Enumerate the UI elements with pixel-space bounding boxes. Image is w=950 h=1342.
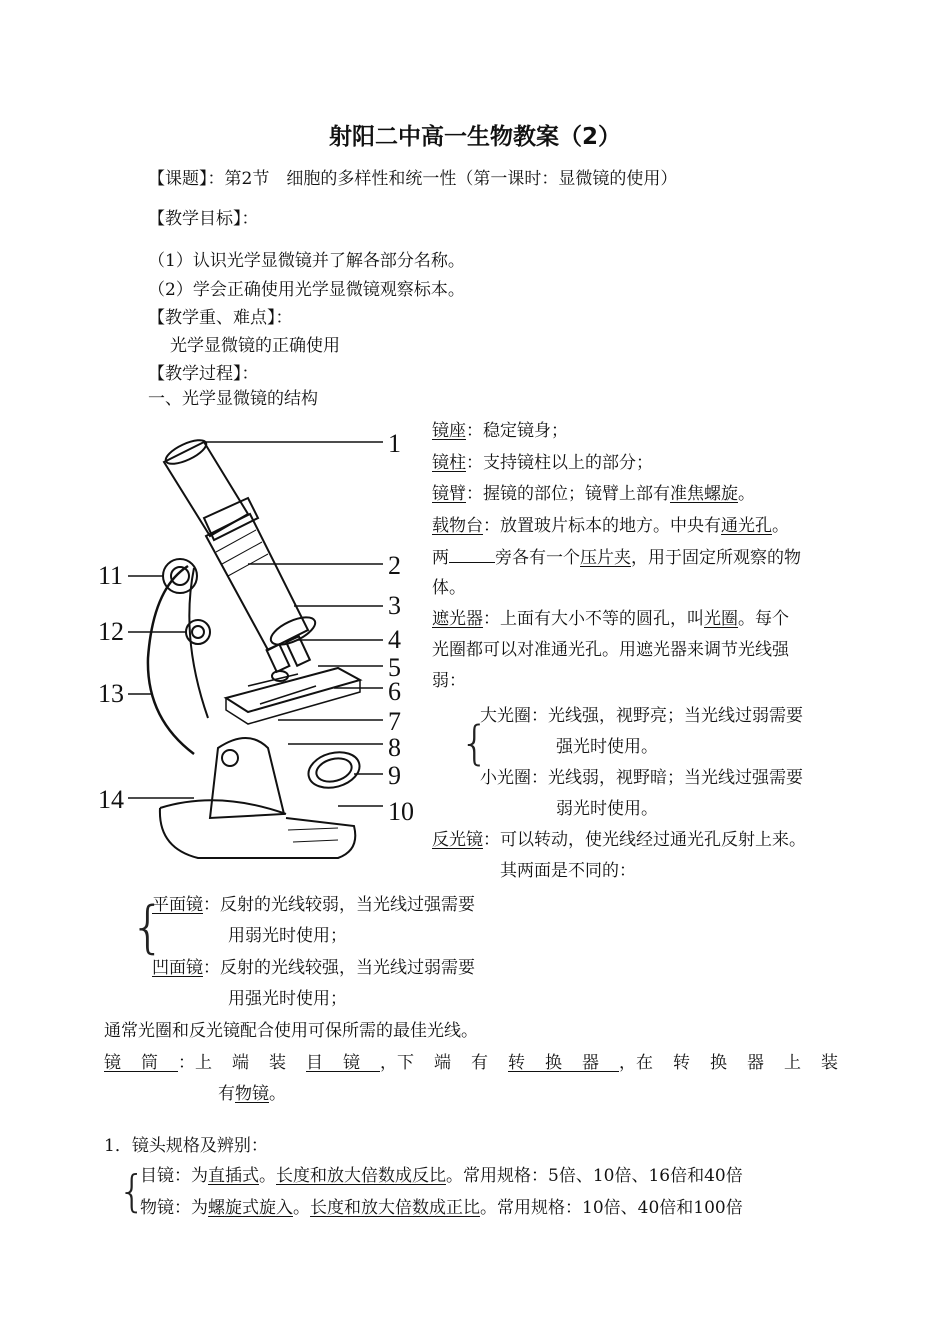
punct: 。	[269, 1084, 286, 1104]
term: 长度和放大倍数成正比	[310, 1198, 480, 1218]
goals-label: 【教学目标】：	[148, 209, 259, 229]
goal-item: （2）学会正确使用光学显微镜观察标本。	[148, 280, 465, 300]
lens-heading: 1．镜头规格及辨别：	[104, 1136, 268, 1156]
figure-label-8: 8	[388, 733, 401, 762]
text: 光线弱，视野暗；当光线过强需要	[548, 768, 803, 788]
term: 镜座	[432, 421, 466, 441]
part-stage-line3: 体。	[432, 578, 466, 598]
section-heading: 一、光学显微镜的结构	[148, 389, 318, 409]
definition: ：可以转动，使光线经过通光孔反射上来。	[483, 830, 806, 850]
definition: ：握镜的部位；镜臂上部有	[466, 484, 670, 504]
part-tube-line2	[218, 1083, 286, 1105]
text: 上端装	[195, 1053, 306, 1073]
small-aperture-line2: 弱光时使用。	[556, 799, 658, 819]
figure-label-4: 4	[388, 625, 401, 654]
text: ：反射的光线较弱，当光线过强需要	[203, 895, 475, 915]
part-diaphragm-line2: 光圈都可以对准通光孔。用遮光器来调节光线强	[432, 640, 789, 660]
concave-mirror	[152, 957, 475, 979]
flat-mirror	[152, 894, 475, 916]
term: 目镜	[306, 1053, 380, 1073]
figure-label-13: 13	[98, 679, 124, 708]
text: 下端有	[397, 1053, 508, 1073]
label: 小光圈：	[480, 768, 548, 788]
part-stage	[432, 515, 789, 537]
figure-label-5: 5	[388, 653, 401, 682]
text: 。常用规格：5倍、10倍、16倍和40倍	[446, 1166, 743, 1186]
goal-item: （1）认识光学显微镜并了解各部分名称。	[148, 251, 465, 271]
term: 直插式	[208, 1166, 259, 1186]
blank-line	[449, 546, 495, 563]
figure-label-2: 2	[388, 551, 401, 580]
term: 平面镜	[152, 895, 203, 915]
definition: ：支持镜柱以上的部分；	[466, 453, 653, 473]
text: 两	[432, 548, 449, 568]
part-diaphragm	[432, 608, 789, 630]
part-mirror	[432, 829, 806, 851]
term: 遮光器	[432, 609, 483, 629]
term: 螺旋式旋入	[208, 1198, 293, 1218]
label: 物镜：为	[140, 1198, 208, 1218]
process-label: 【教学过程】：	[148, 364, 259, 384]
topic-label: 【课题】：	[148, 169, 225, 189]
term: 长度和放大倍数成反比	[276, 1166, 446, 1186]
concave-mirror-line2: 用强光时使用；	[228, 989, 347, 1009]
figure-label-9: 9	[388, 761, 401, 790]
text: ，用于固定所观察的物	[631, 548, 801, 568]
figure-label-7: 7	[388, 707, 401, 736]
punct: ：	[178, 1053, 195, 1073]
figure-label-14: 14	[98, 785, 124, 814]
label: 目镜：为	[140, 1166, 208, 1186]
punct: 。	[293, 1198, 310, 1218]
punct: 。	[738, 484, 755, 504]
topic-text: 第2节 细胞的多样性和统一性（第一课时：显微镜的使用）	[224, 169, 678, 189]
definition: ：稳定镜身；	[466, 421, 568, 441]
part-stage-line2	[432, 546, 801, 569]
punct: ，	[380, 1053, 397, 1073]
figure-label-12: 12	[98, 617, 124, 646]
key-points-text: 光学显微镜的正确使用	[170, 336, 340, 356]
flat-mirror-line2: 用弱光时使用；	[228, 926, 347, 946]
punct: 。	[259, 1166, 276, 1186]
key-points-label: 【教学重、难点】：	[148, 308, 293, 328]
text: 。每个	[738, 609, 789, 629]
large-aperture	[480, 705, 803, 727]
term: 反光镜	[432, 830, 483, 850]
definition: ：上面有大小不等的圆孔，叫	[483, 609, 704, 629]
text: 旁各有一个	[495, 548, 580, 568]
part-base	[432, 420, 568, 442]
text: ：反射的光线较强，当光线过弱需要	[203, 958, 475, 978]
part-pillar	[432, 452, 653, 474]
term: 载物台	[432, 516, 483, 536]
punct: 。	[772, 516, 789, 536]
figure-label-1: 1	[388, 429, 401, 458]
term: 物镜	[235, 1084, 269, 1104]
term: 镜臂	[432, 484, 466, 504]
page-title: 射阳二中高一生物教案（2）	[328, 124, 621, 150]
objective-spec	[140, 1197, 743, 1219]
microscope-diagram	[98, 418, 428, 868]
brace-icon: {	[130, 895, 166, 960]
figure-label-10: 10	[388, 797, 414, 826]
brace-icon: {	[460, 716, 490, 770]
text: 有	[218, 1084, 235, 1104]
brace-icon: {	[118, 1166, 146, 1217]
punct: ，	[619, 1053, 636, 1073]
part-tube	[104, 1052, 858, 1074]
figure-label-6: 6	[388, 677, 401, 706]
label: 大光圈：	[480, 706, 548, 726]
figure-label-11: 11	[98, 561, 124, 590]
part-arm	[432, 483, 755, 505]
eyepiece-spec	[140, 1165, 743, 1187]
topic-line	[148, 168, 677, 190]
small-aperture	[480, 767, 803, 789]
part-diaphragm-line3: 弱：	[432, 671, 466, 691]
term: 转换器	[508, 1053, 619, 1073]
figure-label-3: 3	[388, 591, 401, 620]
term: 镜筒	[104, 1053, 178, 1073]
term: 凹面镜	[152, 958, 203, 978]
text: 。常用规格：10倍、40倍和100倍	[480, 1198, 743, 1218]
text: 在转换器上装	[636, 1053, 858, 1073]
summary-line: 通常光圈和反光镜配合使用可保所需的最佳光线。	[104, 1021, 478, 1041]
term: 通光孔	[721, 516, 772, 536]
text: 光线强，视野亮；当光线过弱需要	[548, 706, 803, 726]
definition: ：放置玻片标本的地方。中央有	[483, 516, 721, 536]
term: 镜柱	[432, 453, 466, 473]
term: 光圈	[704, 609, 738, 629]
term: 压片夹	[580, 548, 631, 568]
large-aperture-line2: 强光时使用。	[556, 737, 658, 757]
part-mirror-line2: 其两面是不同的：	[500, 861, 636, 881]
term: 准焦螺旋	[670, 484, 738, 504]
